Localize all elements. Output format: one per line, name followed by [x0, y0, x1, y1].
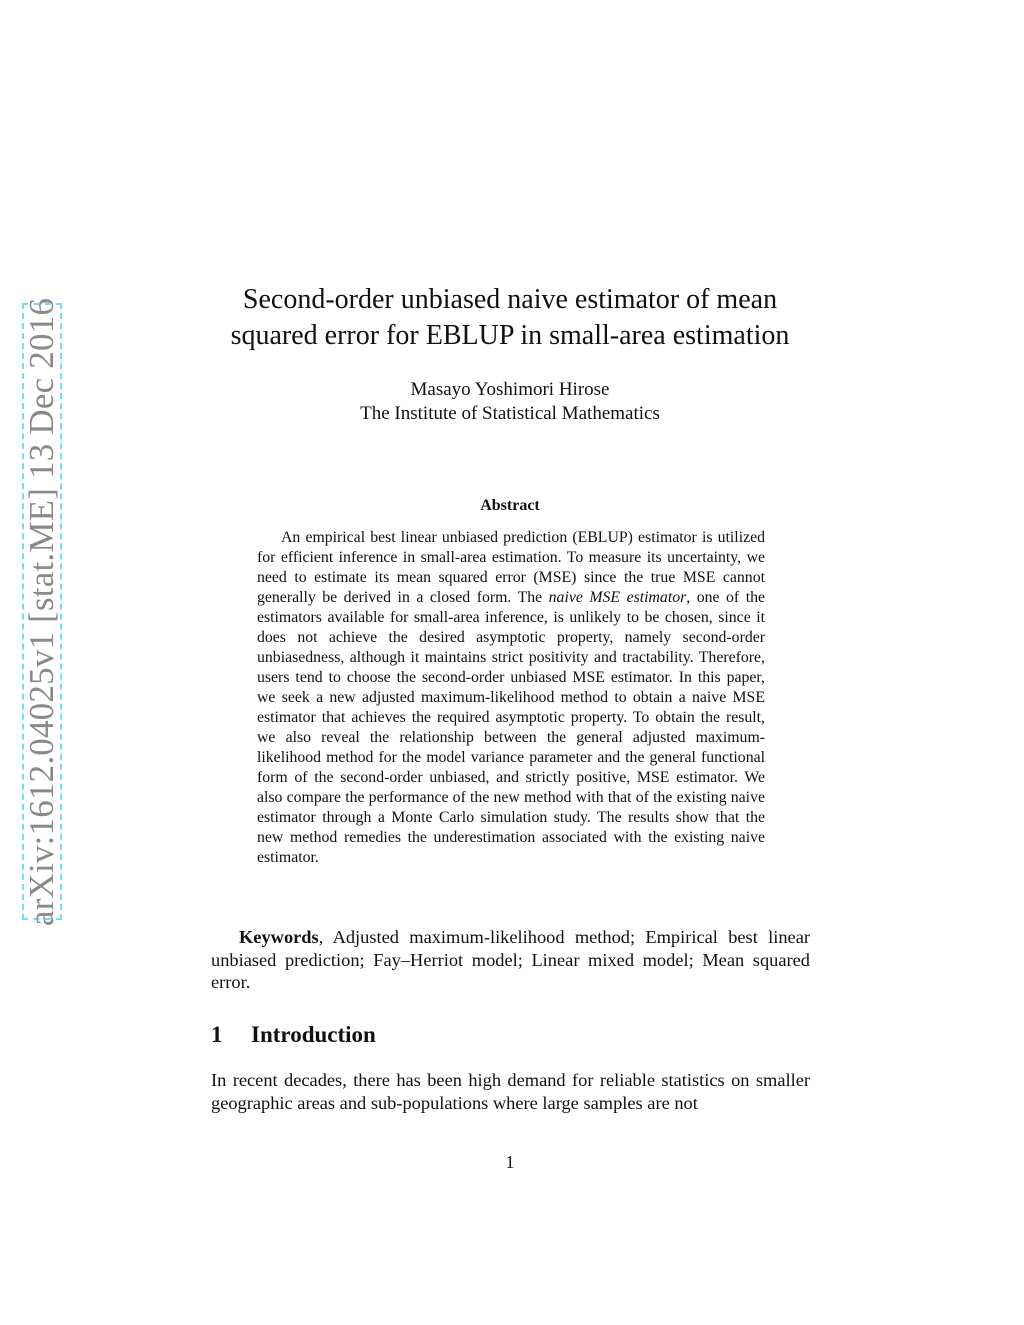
arxiv-stamp — [22, 297, 62, 926]
section-number: 1 — [211, 1022, 223, 1047]
paper-title — [200, 282, 820, 354]
title-line-2: squared error for EBLUP in small-area estimation — [230, 320, 790, 351]
abstract-body — [257, 528, 765, 868]
intro-paragraph: In recent decades, there has been high demand for reliable statistics on smaller geographic areas and sub-populations where large samples are not — [211, 1070, 810, 1113]
keywords-label: Keywords — [239, 927, 319, 947]
abstract-text-part-1: An empirical best linear unbiased prediction (EBLUP) estimator is utilized for efficient inference in small-area estimation. To measure its uncertainty, we need to estimate its mean squared error (MSE) since the true MSE cannot generally be derived in a closed form. The — [257, 529, 765, 606]
keywords-text: , Adjusted maximum-likelihood method; Empirical best linear unbiased prediction; Fay–Herriot model; Linear mixed model; Mean squared error. — [211, 927, 810, 992]
abstract-emphasis: naive MSE estimator — [548, 589, 687, 606]
section-heading — [211, 1022, 810, 1048]
section-title: Introduction — [251, 1022, 376, 1047]
abstract-text-part-2: , one of the estimators available for small-area inference, is unlikely to be chosen, since it does not achieve the desired asymptotic property, namely second-order unbiasedness, although it maintains strict positivity and tractability. Therefore, users tend to choose the second-order unbiased MSE estimator. In this paper, we seek a new adjusted maximum-likelihood method to obtain a naive MSE estimator that achieves the required asymptotic property. To obtain the result, we also reveal the relationship between the general adjusted maximum-likelihood method for the model variance parameter and the general functional form of the second-order unbiased, and strictly positive, MSE estimator. We also compare the performance of the new method with that of the existing naive estimator through a Monte Carlo simulation study. The results show that the new method remedies the underestimation associated with the existing naive estimator. — [257, 589, 765, 866]
author-name: Masayo Yoshimori Hirose — [410, 379, 610, 400]
arxiv-identifier: arXiv:1612.04025v1 [stat.ME] 13 Dec 2016 — [22, 297, 61, 926]
author-affiliation: The Institute of Statistical Mathematics — [360, 403, 660, 424]
page-number: 1 — [505, 1152, 515, 1172]
title-line-1: Second-order unbiased naive estimator of mean — [242, 284, 778, 315]
abstract-heading: Abstract — [480, 497, 540, 514]
author-block — [200, 378, 820, 426]
keywords-paragraph — [211, 926, 810, 994]
